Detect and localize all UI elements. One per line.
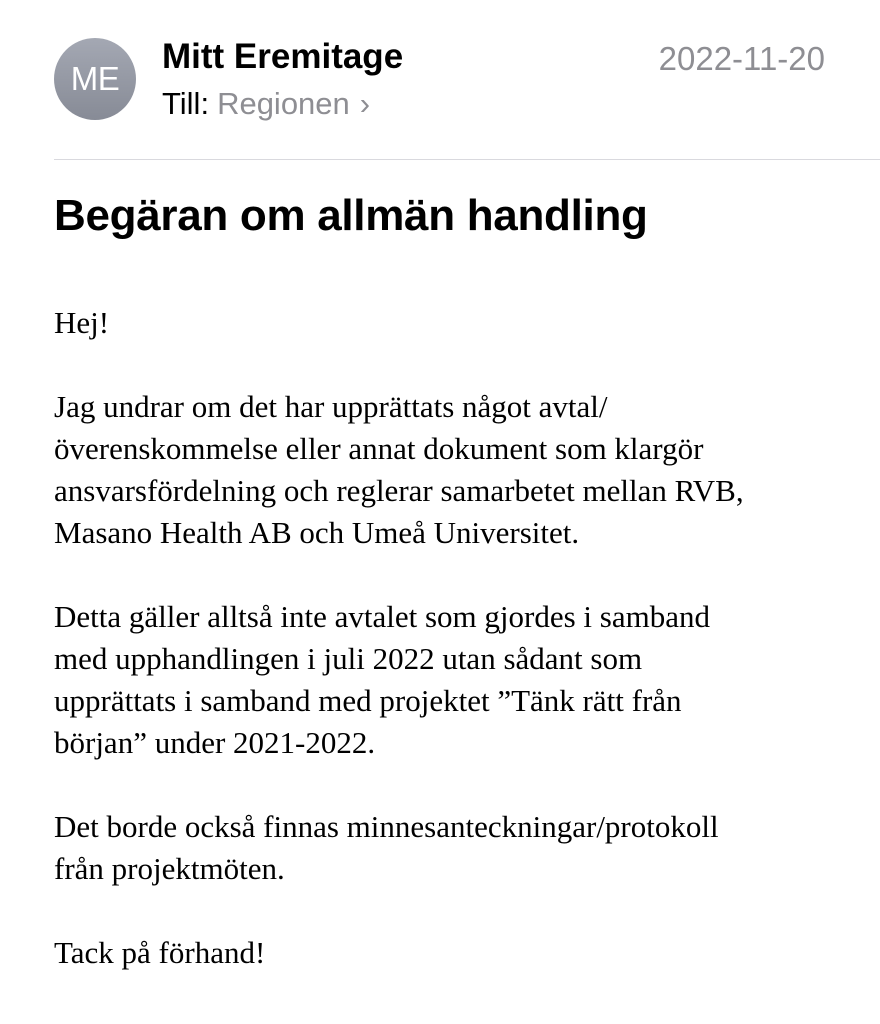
to-label: Till:: [162, 86, 210, 121]
body-line: ansvarsfördelning och reglerar samarbetet mellan RVB,: [54, 473, 744, 508]
body-paragraph: [54, 596, 854, 764]
message-subject: Begäran om allmän handling: [54, 191, 648, 240]
body-line: överenskommelse eller annat dokument som klargör: [54, 431, 704, 466]
body-paragraph: [54, 932, 854, 974]
header-divider: [54, 159, 880, 160]
body-line: början” under 2021-2022.: [54, 725, 376, 760]
chevron-right-icon[interactable]: ›: [359, 86, 371, 121]
body-line: från projektmöten.: [54, 851, 285, 886]
message-body: [54, 302, 854, 1016]
recipient-name[interactable]: Regionen: [217, 86, 350, 121]
recipient-line[interactable]: [162, 84, 370, 124]
message-header: [0, 0, 880, 160]
sender-name[interactable]: Mitt Eremitage: [162, 37, 404, 76]
body-paragraph: [54, 302, 854, 344]
body-line: Detta gäller alltså inte avtalet som gjordes i samband: [54, 599, 710, 634]
body-line: Hej!: [54, 305, 110, 340]
message-date: 2022-11-20: [658, 40, 825, 77]
body-line: Det borde också finnas minnesanteckningar/protokoll: [54, 809, 719, 844]
body-line: med upphandlingen i juli 2022 utan sådant som: [54, 641, 643, 676]
body-paragraph: [54, 386, 854, 554]
body-line: Jag undrar om det har upprättats något avtal/: [54, 389, 608, 424]
body-line: Tack på förhand!: [54, 935, 266, 970]
sender-avatar[interactable]: ME: [54, 38, 136, 120]
body-paragraph: [54, 806, 854, 890]
body-line: Masano Health AB och Umeå Universitet.: [54, 515, 580, 550]
body-line: upprättats i samband med projektet ”Tänk rätt från: [54, 683, 682, 718]
